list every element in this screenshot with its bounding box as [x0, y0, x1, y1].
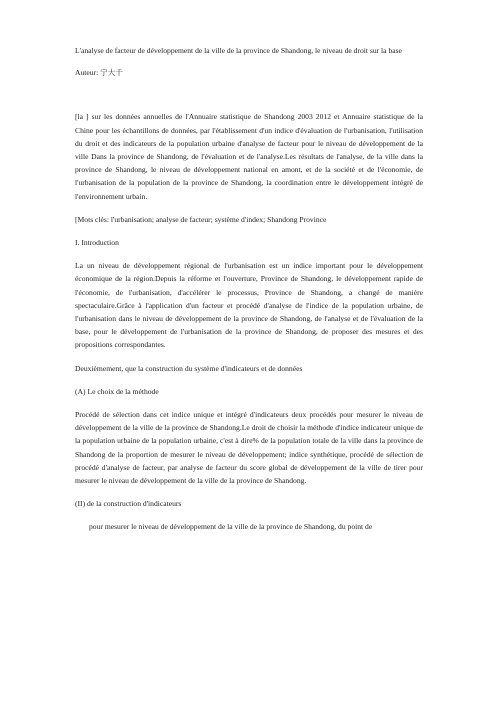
section-heading-indicator-system: Deuxièmement, que la construction du système d'indicateurs et de données — [75, 363, 303, 373]
introduction-paragraph: La un niveau de développement régional de l'urbanisation est un indice important pour le développement économique de la région.Depuis la réforme et l'ouverture, Province de Shandong, le développement rapide de l'économie, de l'urbanisation, d'accélérer le processus, Province de Shandong, a changé de manière spectaculaire.Grâce à l'application d'un facteur et procédé d'analyse de l'indice de la population urbaine, de l'urbanisation dans le niveau de développement de la province de Shandong, de l'analyse et de l'évaluation de la base, pour le développement de l'urbanisation de la province de Shandong, de proposer des mesures et des propositions correspondantes. — [75, 261, 423, 350]
section-heading-introduction: I. Introduction — [75, 238, 119, 248]
author-line — [75, 66, 423, 79]
author-label: Auteur: — [75, 68, 99, 78]
author-name: 宁大千 — [100, 68, 123, 78]
document-title: L'analyse de facteur de développement de la ville de la province de Shandong, le niveau de droit sur la base — [75, 46, 402, 55]
subsection-heading-indicators: (II) de la construction d'indicateurs — [75, 499, 182, 509]
abstract-paragraph: [la ] sur les données annuelles de l'Annuaire statistique de Shandong 2003 2012 et Annuaire statistique de la Chine pour les échantillons de données, par l'établissement d'un indice d'évaluation de l'urbanisation, l'utilisation du droit et des indicateurs de la population urbaine d'analyse de facteur pour le niveau de développement de la ville Dans la province de Shandong, de l'évaluation et de l'analyse.Les résultats de l'analyse, de la ville dans la province de Shandong, le niveau de développement national en amont, et de la société et de l'économie, de l'urbanisation de la population de la province de Shandong, la coordination entre le développement intégré de l'environnement urbain. — [75, 112, 423, 201]
keywords-line: [Mots clés: l'urbanisation; analyse de facteur; système d'index; Shandong Province — [75, 214, 327, 224]
method-paragraph: Procédé de sélection dans cet indice unique et intégré d'indicateurs deux procédés pour mesurer le niveau de développement de la ville de la province de Shandong.Le droit de choisir la méthode d'indice indicateur unique de la population urbaine de la population urbaine, c'est à dire% de la population totale de la ville dans la province de Shandong de la proportion de mesurer le niveau de développement; indice synthétique, procédé de sélection de procédé d'analyse de facteur, par analyse de facteur du score global de développement de la ville de tirer pour mesurer le niveau de développement de la ville de la province de Shandong. — [75, 410, 423, 486]
document-body — [75, 44, 423, 544]
subsection-heading-method: (A) Le choix de la méthode — [75, 386, 159, 396]
indicators-paragraph: pour mesurer le niveau de développement de la ville de la province de Shandong, du point de — [89, 522, 373, 532]
